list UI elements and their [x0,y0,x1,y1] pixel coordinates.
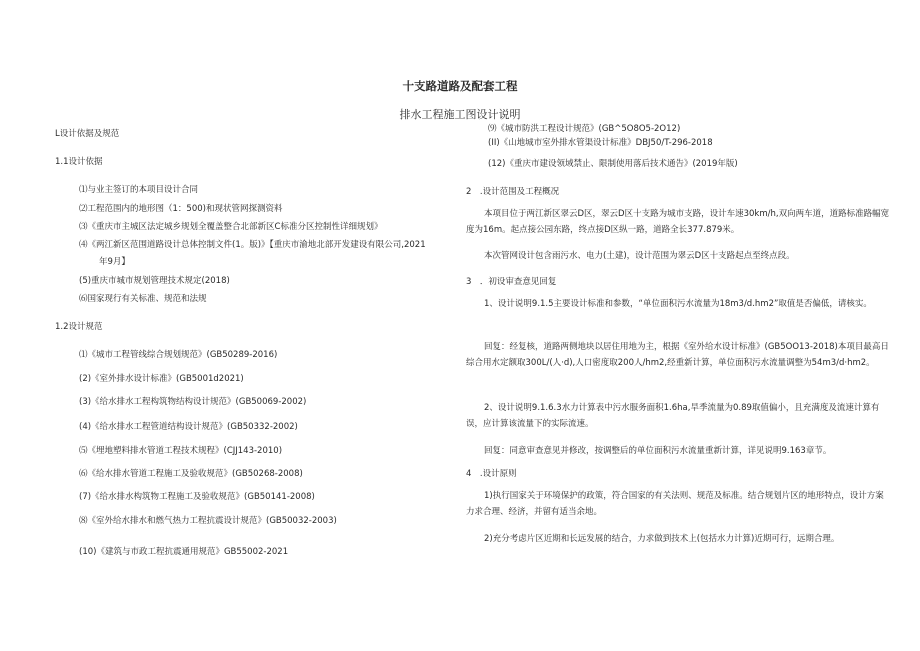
section-3-question-1: 1、设计说明9.1.5主要设计标准和参数，“单位面积污水流量为18m3/d.hm2”取值是否偏低，请核实。 [484,299,872,309]
section-3-question-2: 2、设计说明9.1.6.3水力计算表中污水服务面积1.6ha,旱季流量为0.89取值偏小，且充满度及流速计算有误，应计算该流量下的实际流速。 [466,403,880,429]
basis-item-6: ⑹国家现行有关标准、规范和法规 [79,294,207,304]
section-4-principle-1: 1)执行国家关于环境保护的政策，符合国家的有关法则、规范及标准。结合规划片区的地形特点，设计方案力求合理、经济，并留有适当余地。 [466,491,884,517]
basis-item-2: ⑵工程范围内的地形图（1：500)和现状管网探测资料 [79,204,283,214]
basis-item-1: ⑴与业主签订的本项目设计合同 [79,185,199,195]
section-2-heading: 2 .设计范围及工程概况 [466,187,560,197]
spec-item-6: ⑹《给水排水管道工程施工及验收规范》(GB50268-2008) [79,469,303,479]
basis-item-5: (5)重庆市城市规划管理技术规定(2018) [79,276,230,286]
section-2-paragraph-2: 本次管网设计包含雨污水、电力(土建)，设计范围为翠云D区十支路起点至终点段。 [484,251,795,261]
spec-item-2: (2)《室外排水设计标准》(GB5001d2021) [79,374,244,384]
section-4-heading: 4 .设计原则 [466,469,517,479]
section-3-reply-1: 回复：经复核，道路两侧地块以居住用地为主，根据《室外给水设计标准》(GB5OO13-2018)本项目最高日综合用水定额取300L/(人·d),人口密度取200人/hm2,经重新计算，单位面积污水流量调整为54m3/d·hm2。 [466,342,889,368]
spec-item-9: ⑼《城市防洪工程设计规范》(GB^5O8O5-2O12) [488,124,681,134]
section-1-heading: L设计依据及规范 [55,129,120,139]
basis-item-4-continued: 年9月】 [99,257,130,267]
basis-item-4: ⑷《两江新区范围道路设计总体控制文件(1。版)》【重庆市渝地北部开发建设有限公司,2021 [79,240,426,250]
basis-item-3: ⑶《重庆市主城区法定城乡规划全覆盖整合北部新区C标准分区控制性详细规划》 [79,222,383,232]
section-3-reply-2: 回复：同意审查意见并修改，按调整后的单位面积污水流量重新计算，详见说明9.163章节。 [484,446,832,456]
section-4-principle-2: 2)充分考虑片区近期和长远发展的结合，力求做到技术上(包括水力计算)近期可行，远期合理。 [484,534,840,544]
spec-item-11: (II)《山地城市室外排水管渠设计标准》DBJ50/T-296-2018 [488,138,713,148]
spec-item-10: (10)《建筑与市政工程抗震通用规范》GB55002-2021 [79,547,289,557]
spec-item-1: ⑴《城市工程管线综合规划规范》(GB50289-2016) [79,350,278,360]
spec-item-7: (7)《给水排水构筑物工程施工及验收规范》(GB50141-2008) [79,492,315,502]
document-subtitle: 排水工程施工图设计说明 [399,108,521,121]
spec-item-12: (12)《重庆市建设领域禁止、限制使用落后技术通告》(2019年版) [488,159,738,169]
spec-item-3: (3)《给水排水工程构筑物结构设计规范》(GB50069-2002) [79,397,307,407]
section-3-heading: 3 ．初设审查意见回复 [466,277,557,287]
spec-item-8: ⑻《室外给水排水和燃气热力工程抗震设计规范》(GB50032-2003) [79,516,337,526]
spec-item-5: ⑸《埋地塑料排水管道工程技术规程》(CJJ143-2010) [79,446,283,456]
spec-item-4: (4)《给水排水工程管道结构设计规范》(GB50332-2002) [79,422,298,432]
section-1-1-heading: 1.1设计依据 [55,157,103,167]
project-title: 十支路道路及配套工程 [402,79,518,93]
section-2-paragraph-1: 本项目位于两江新区翠云D区，翠云D区十支路为城市支路，设计车速30km/h,双向两车道，道路标准路幅宽度为16m。起点接公园东路，终点接D区纵一路，道路全长377.879米。 [466,209,890,235]
section-1-2-heading: 1.2设计规范 [55,322,103,332]
